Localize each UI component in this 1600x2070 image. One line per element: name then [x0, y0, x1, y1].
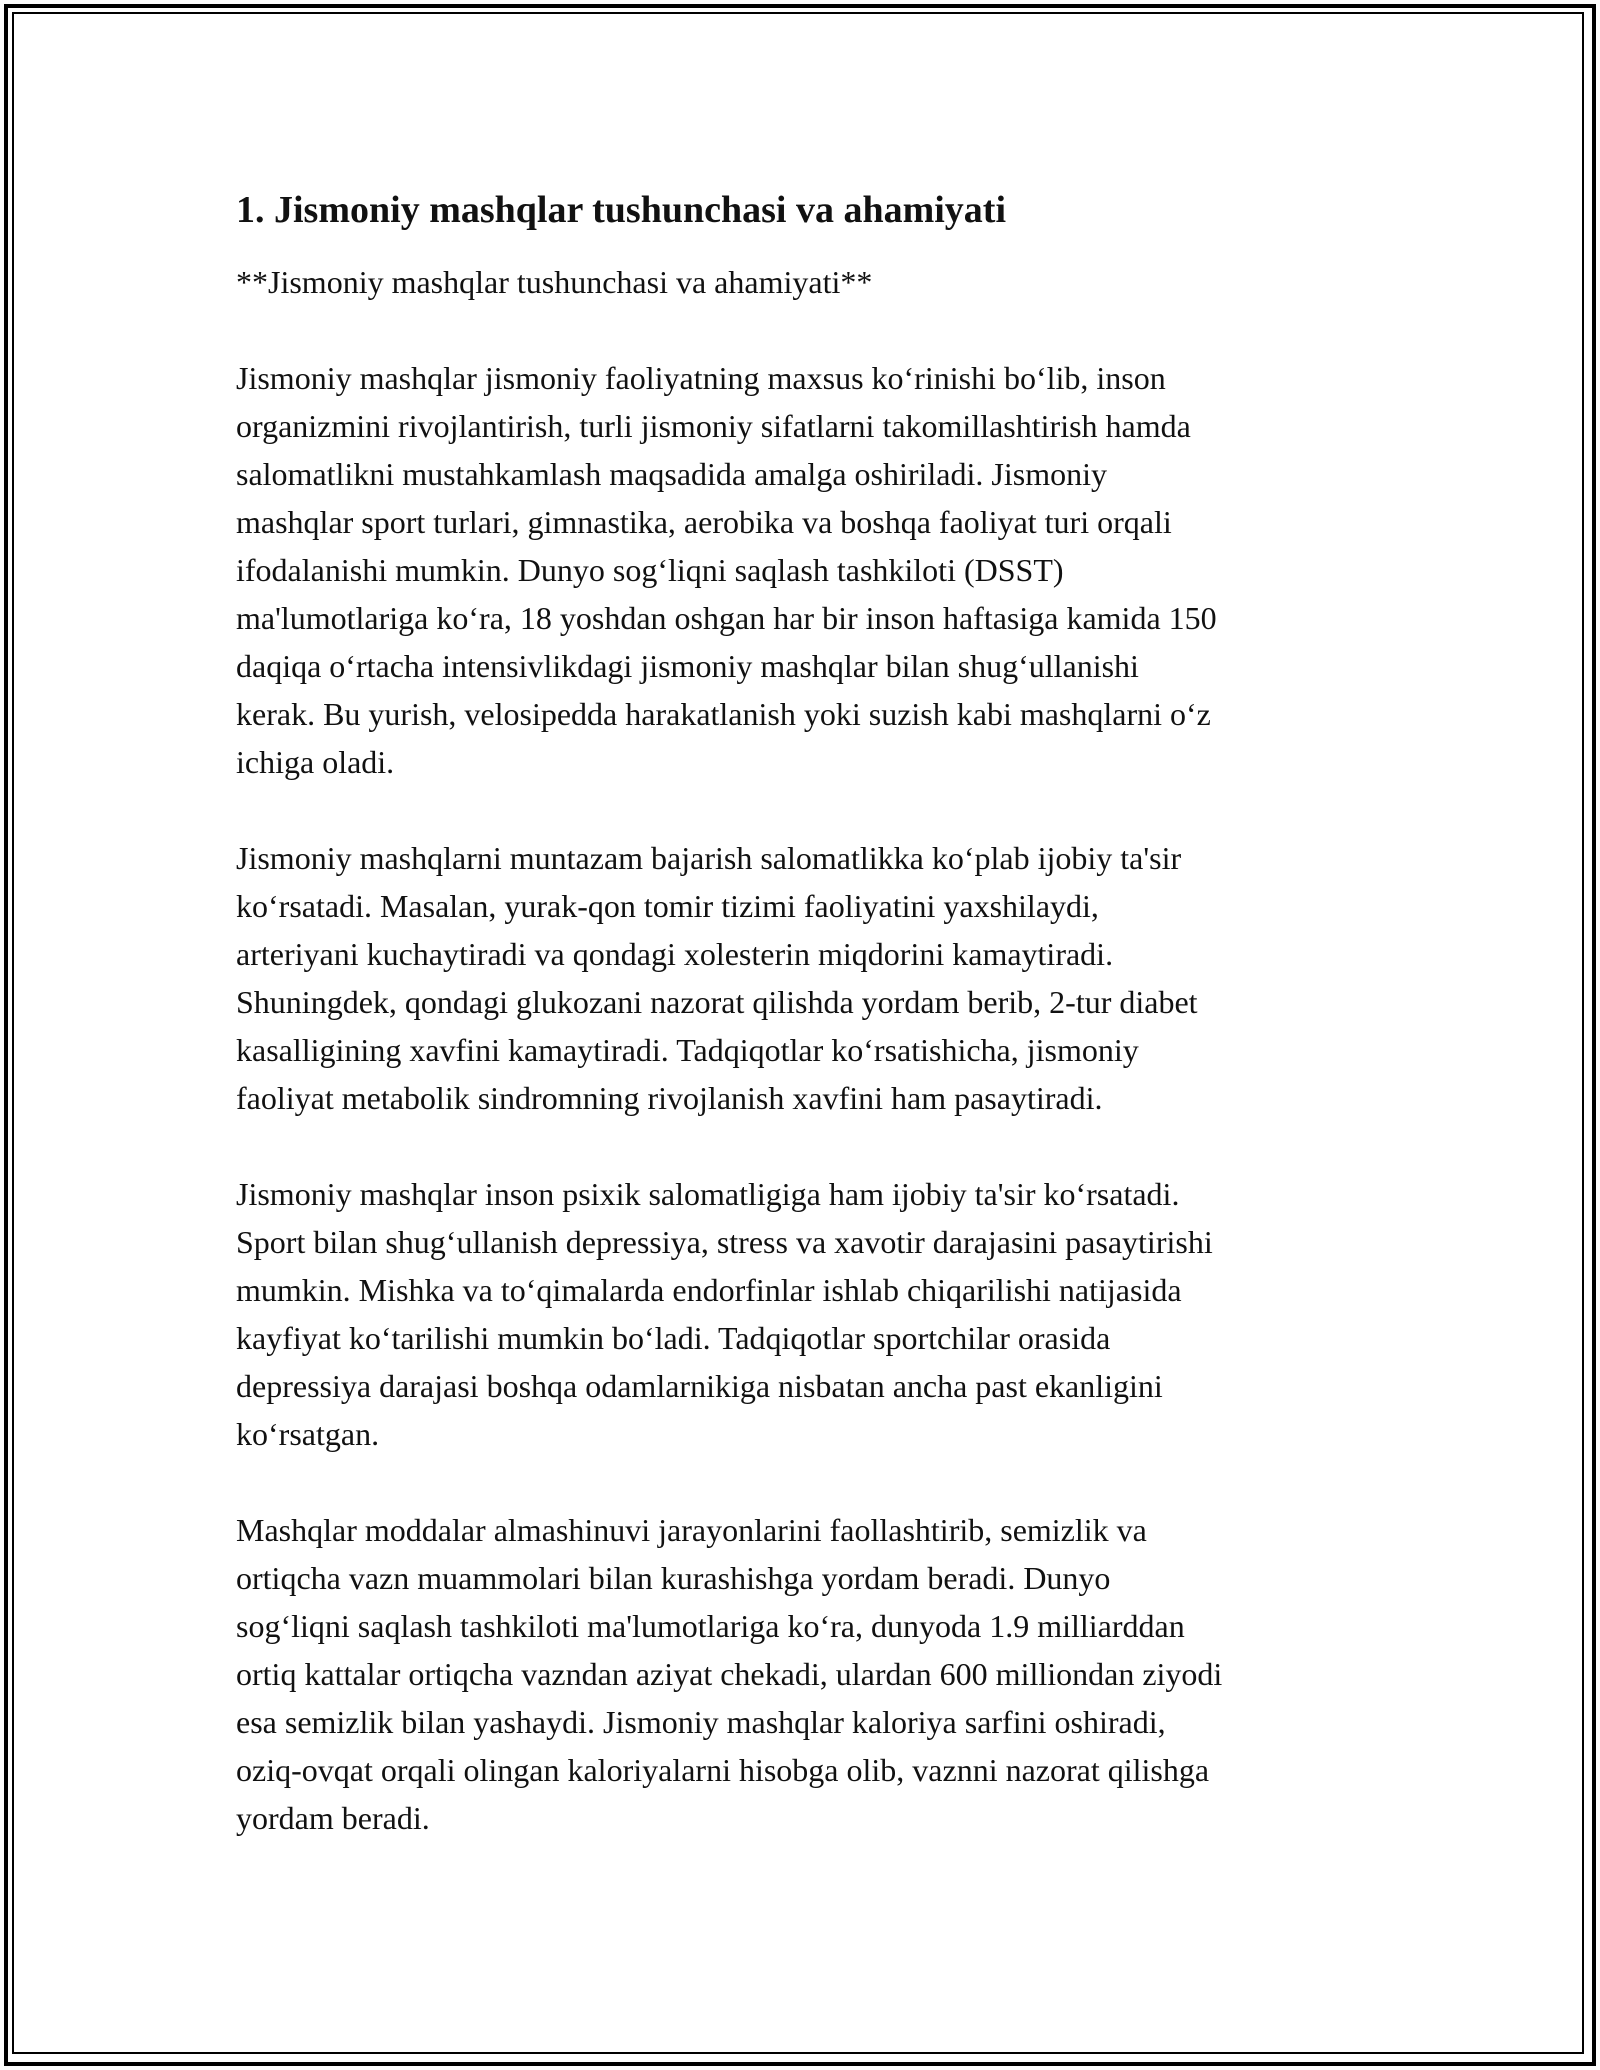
text-line: sog‘liqni saqlash tashkiloti ma'lumotlariga ko‘ra, dunyoda 1.9 milliarddan	[236, 1608, 1185, 1644]
text-line: ko‘rsatadi. Masalan, yurak-qon tomir tizimi faoliyatini yaxshilaydi,	[236, 888, 1099, 924]
text-line: ortiq kattalar ortiqcha vazndan aziyat chekadi, ulardan 600 milliondan ziyodi	[236, 1656, 1223, 1692]
text-line: kerak. Bu yurish, velosipedda harakatlanish yoki suzish kabi mashqlarni o‘z	[236, 696, 1211, 732]
text-line: organizmini rivojlantirish, turli jismoniy sifatlarni takomillashtirish hamda	[236, 408, 1191, 444]
text-line: Mashqlar moddalar almashinuvi jarayonlarini faollashtirib, semizlik va	[236, 1512, 1147, 1548]
text-line: ichiga oladi.	[236, 744, 395, 780]
text-line: Sport bilan shug‘ullanish depressiya, stress va xavotir darajasini pasaytirishi	[236, 1224, 1213, 1260]
text-line: Shuningdek, qondagi glukozani nazorat qilishda yordam berib, 2-tur diabet	[236, 984, 1198, 1020]
text-line: ortiqcha vazn muammolari bilan kurashishga yordam beradi. Dunyo	[236, 1560, 1111, 1596]
text-line: faoliyat metabolik sindromning rivojlanish xavfini ham pasaytiradi.	[236, 1080, 1103, 1116]
paragraph-mental-health	[236, 1170, 1386, 1458]
section-subheading: **Jismoniy mashqlar tushunchasi va ahamiyati**	[236, 264, 873, 300]
text-line: ma'lumotlariga ko‘ra, 18 yoshdan oshgan har bir inson haftasiga kamida 150	[236, 600, 1217, 636]
text-line: arteriyani kuchaytiradi va qondagi xolesterin miqdorini kamaytiradi.	[236, 936, 1114, 972]
paragraph-weight-control	[236, 1506, 1386, 1842]
text-line: mumkin. Mishka va to‘qimalarda endorfinlar ishlab chiqarilishi natijasida	[236, 1272, 1182, 1308]
text-line: daqiqa o‘rtacha intensivlikdagi jismoniy mashqlar bilan shug‘ullanishi	[236, 648, 1139, 684]
text-line: ko‘rsatgan.	[236, 1416, 380, 1452]
text-line: kayfiyat ko‘tarilishi mumkin bo‘ladi. Tadqiqotlar sportchilar orasida	[236, 1320, 1111, 1356]
paragraph-health-benefits	[236, 834, 1386, 1122]
paragraph-definition	[236, 354, 1386, 786]
document-body	[236, 184, 1386, 1890]
text-line: Jismoniy mashqlarni muntazam bajarish salomatlikka ko‘plab ijobiy ta'sir	[236, 840, 1182, 876]
text-line: Jismoniy mashqlar jismoniy faoliyatning maxsus ko‘rinishi bo‘lib, inson	[236, 360, 1166, 396]
text-line: Jismoniy mashqlar inson psixik salomatligiga ham ijobiy ta'sir ko‘rsatadi.	[236, 1176, 1180, 1212]
text-line: yordam beradi.	[236, 1800, 430, 1836]
text-line: mashqlar sport turlari, gimnastika, aerobika va boshqa faoliyat turi orqali	[236, 504, 1172, 540]
section-heading: 1. Jismoniy mashqlar tushunchasi va ahamiyati	[236, 189, 1007, 231]
text-line: salomatlikni mustahkamlash maqsadida amalga oshiriladi. Jismoniy	[236, 456, 1107, 492]
text-line: oziq-ovqat orqali olingan kaloriyalarni hisobga olib, vaznni nazorat qilishga	[236, 1752, 1210, 1788]
text-line: ifodalanishi mumkin. Dunyo sog‘liqni saqlash tashkiloti (DSST)	[236, 552, 1064, 588]
text-line: kasalligining xavfini kamaytiradi. Tadqiqotlar ko‘rsatishicha, jismoniy	[236, 1032, 1139, 1068]
text-line: esa semizlik bilan yashaydi. Jismoniy mashqlar kaloriya sarfini oshiradi,	[236, 1704, 1166, 1740]
text-line: depressiya darajasi boshqa odamlarnikiga nisbatan ancha past ekanligini	[236, 1368, 1163, 1404]
